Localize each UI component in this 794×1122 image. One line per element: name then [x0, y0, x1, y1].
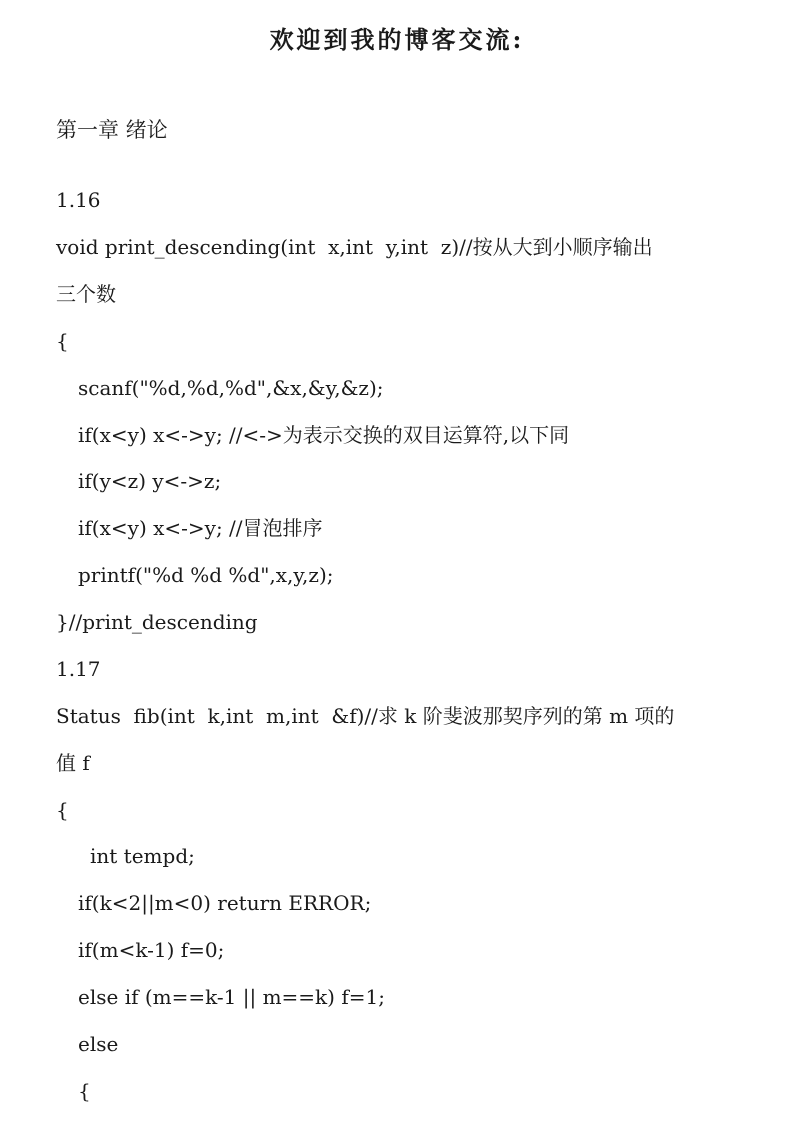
code-line: if(x<y) x<->y; //<->为表示交换的双目运算符,以下同	[78, 423, 570, 447]
code-line: {	[78, 1079, 91, 1103]
code-line: scanf("%d,%d,%d",&x,&y,&z);	[78, 376, 384, 400]
section-number: 1.17	[56, 657, 101, 681]
code-line: 三个数	[56, 282, 116, 306]
code-line: if(k<2||m<0) return ERROR;	[78, 891, 372, 915]
code-line: }//print_descending	[56, 610, 258, 634]
code-line: int tempd;	[90, 844, 195, 868]
code-line: Status fib(int k,int m,int &f)//求 k 阶斐波那契序列的第 m 项的	[56, 704, 675, 728]
chapter-heading: 第一章 绪论	[56, 118, 168, 142]
section-number: 1.16	[56, 188, 101, 212]
code-line: {	[56, 329, 69, 353]
page-title: 欢迎到我的博客交流:	[269, 25, 525, 54]
code-line: void print_descending(int x,int y,int z)//按从大到小顺序输出	[56, 235, 653, 259]
code-line: if(x<y) x<->y; //冒泡排序	[78, 516, 323, 540]
code-line: {	[56, 798, 69, 822]
code-line: if(y<z) y<->z;	[78, 469, 222, 493]
code-line: else	[78, 1032, 119, 1056]
code-line: printf("%d %d %d",x,y,z);	[78, 563, 334, 587]
code-line: if(m<k-1) f=0;	[78, 938, 225, 962]
code-line: else if (m==k-1 || m==k) f=1;	[78, 985, 385, 1009]
code-line: 值 f	[56, 751, 90, 775]
